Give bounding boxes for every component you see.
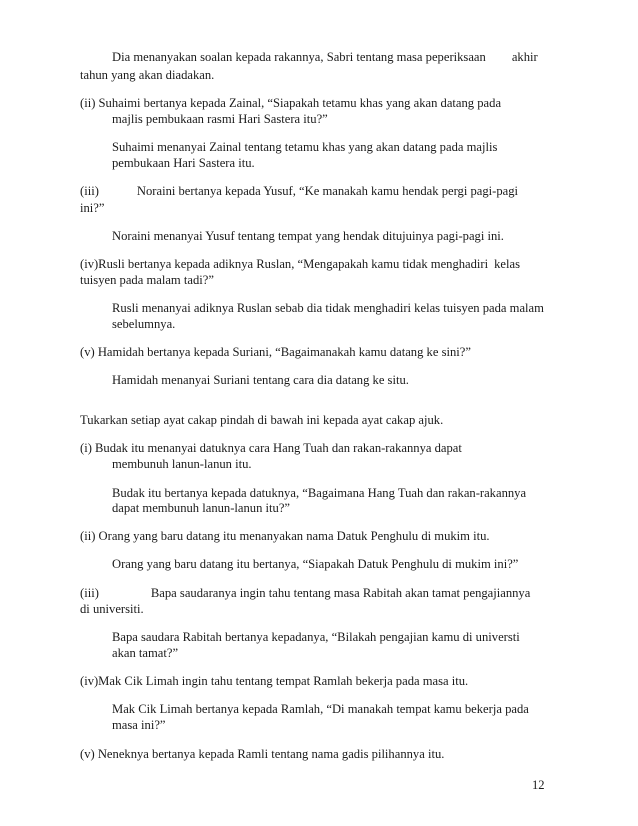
text-line: di universiti. (80, 602, 144, 616)
text-line: Rusli menanyai adiknya Ruslan sebab dia tidak menghadiri kelas tuisyen pada malam (112, 301, 544, 315)
page-number: 12 (532, 778, 545, 792)
text-line: (v) Neneknya bertanya kepada Ramli tentang nama gadis pilihannya itu. (80, 747, 445, 761)
text-line: membunuh lanun-lanun itu. (112, 457, 252, 471)
text-line: sebelumnya. (112, 317, 176, 331)
text-line: (ii) Orang yang baru datang itu menanyakan nama Datuk Penghulu di mukim itu. (80, 529, 490, 543)
text-line: Orang yang baru datang itu bertanya, “Siapakah Datuk Penghulu di mukim ini?” (112, 557, 519, 571)
text-line: tahun yang akan diadakan. (80, 68, 215, 82)
text-line: (v) Hamidah bertanya kepada Suriani, “Bagaimanakah kamu datang ke sini?” (80, 345, 471, 359)
text-line: Budak itu bertanya kepada datuknya, “Bagaimana Hang Tuah dan rakan-rakannya (112, 486, 527, 500)
text-line: (iv)Mak Cik Limah ingin tahu tentang tempat Ramlah bekerja pada masa itu. (80, 674, 469, 688)
text-line: majlis pembukaan rasmi Hari Sastera itu?” (112, 112, 328, 126)
text-line: (iv)Rusli bertanya kepada adiknya Ruslan, “Mengapakah kamu tidak menghadiri kelas (80, 257, 521, 271)
section-instruction: Tukarkan setiap ayat cakap pindah di bawah ini kepada ayat cakap ajuk. (80, 413, 444, 427)
text-line: Suhaimi menanyai Zainal tentang tetamu khas yang akan datang pada majlis (112, 140, 498, 154)
text-line: Mak Cik Limah bertanya kepada Ramlah, “Di manakah tempat kamu bekerja pada (112, 702, 529, 716)
text-line: akan tamat?” (112, 646, 179, 660)
text-line: Bapa saudara Rabitah bertanya kepadanya, “Bilakah pengajian kamu di universti (112, 630, 520, 644)
text-line: (i) Budak itu menanyai datuknya cara Hang Tuah dan rakan-rakannya dapat (80, 441, 462, 455)
text-line: Dia menanyakan soalan kepada rakannya, Sabri tentang masa peperiksaan akhir (112, 50, 538, 64)
text-line: (iii) Noraini bertanya kepada Yusuf, “Ke manakah kamu hendak pergi pagi-pagi (80, 184, 519, 198)
text-line: tuisyen pada malam tadi?” (80, 273, 214, 287)
text-line: Noraini menanyai Yusuf tentang tempat yang hendak ditujuinya pagi-pagi ini. (112, 229, 504, 243)
text-line: ini?” (80, 201, 105, 215)
text-line: (ii) Suhaimi bertanya kepada Zainal, “Siapakah tetamu khas yang akan datang pada (80, 96, 502, 110)
text-line: Hamidah menanyai Suriani tentang cara dia datang ke situ. (112, 373, 409, 387)
text-line: (iii) Bapa saudaranya ingin tahu tentang masa Rabitah akan tamat pengajiannya (80, 586, 531, 600)
text-line: dapat membunuh lanun-lanun itu?” (112, 501, 291, 515)
text-line: masa ini?” (112, 718, 166, 732)
text-line: pembukaan Hari Sastera itu. (112, 156, 255, 170)
